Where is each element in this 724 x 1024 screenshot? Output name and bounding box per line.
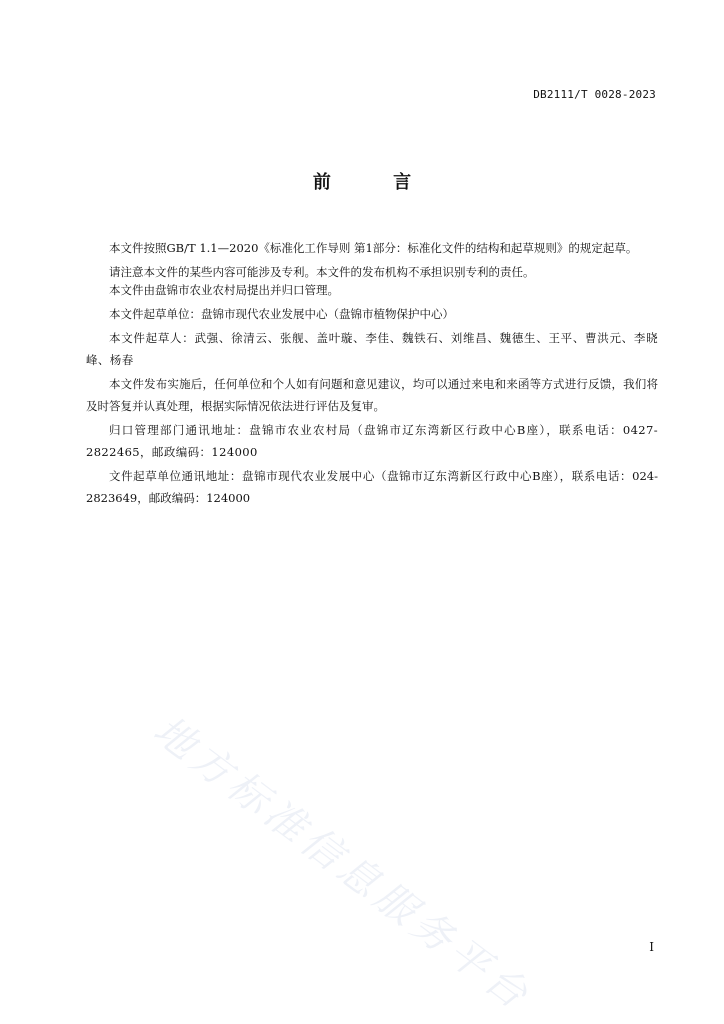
watermark: 地方标准信息服务平台 (144, 707, 540, 1021)
standard-code: DB2111/T 0028-2023 (533, 88, 656, 101)
paragraph-proposer: 本文件由盘锦市农业农村局提出并归口管理。 (109, 283, 339, 297)
page-title: 前 言 (312, 172, 440, 193)
paragraph-drafters: 本文件起草人：武强、徐清云、张舰、盖叶璇、李佳、魏铁石、刘维昌、魏德生、王平、曹洪元、李晓峰、杨春 (86, 331, 658, 367)
page-number: I (649, 940, 654, 954)
paragraph-drafting-rules: 本文件按照GB/T 1.1—2020《标准化工作导则 第1部分：标准化文件的结构和起草规则》的规定起草。 (109, 241, 638, 255)
paragraph-authority-address: 归口管理部门通讯地址：盘锦市农业农村局（盘锦市辽东湾新区行政中心B座），联系电话：0427-2822465，邮政编码：124000 (86, 423, 658, 459)
paragraph-feedback: 本文件发布实施后，任何单位和个人如有问题和意见建议，均可以通过来电和来函等方式进行反馈，我们将及时答复并认真处理，根据实际情况依法进行评估及复审。 (86, 377, 658, 413)
paragraph-patent-notice: 请注意本文件的某些内容可能涉及专利。本文件的发布机构不承担识别专利的责任。 (109, 265, 535, 279)
foreword-body (86, 237, 658, 511)
paragraph-drafting-unit: 本文件起草单位：盘锦市现代农业发展中心（盘锦市植物保护中心） (109, 307, 454, 321)
paragraph-drafter-address: 文件起草单位通讯地址：盘锦市现代农业发展中心（盘锦市辽东湾新区行政中心B座），联系电话：024-2823649，邮政编码：124000 (86, 469, 658, 505)
